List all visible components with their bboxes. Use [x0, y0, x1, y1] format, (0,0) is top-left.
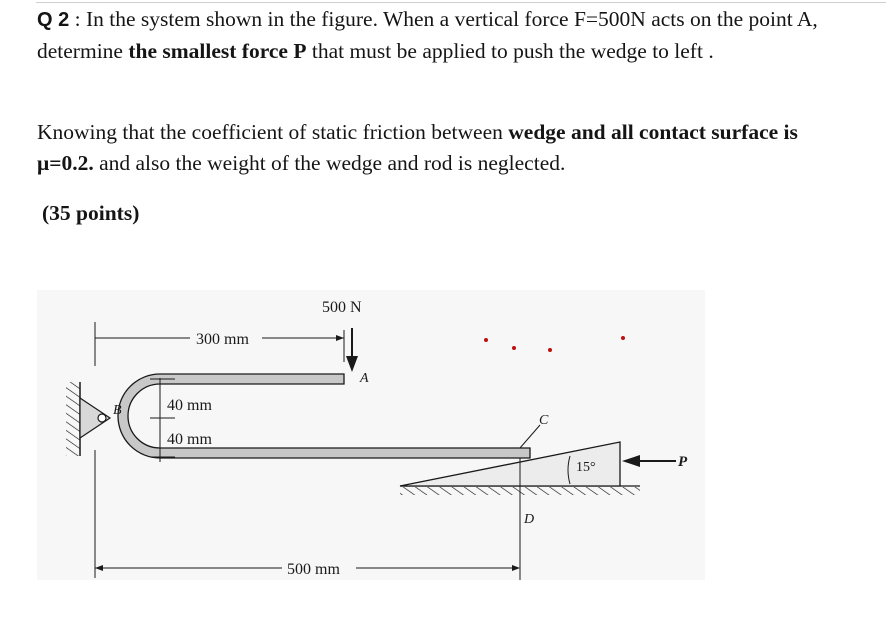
- red-dot: [484, 338, 488, 342]
- dim-500-label: 500 mm: [287, 561, 340, 578]
- point-a-label: A: [360, 371, 369, 386]
- knowing-bold-phrase: wedge and all contact surface is μ=0.2.: [37, 120, 798, 175]
- question-text-end: that must be applied to push the wedge to left .: [306, 39, 714, 63]
- pin-b: [98, 414, 106, 422]
- red-dot: [621, 336, 625, 340]
- dim-40-top-label: 40 mm: [167, 397, 212, 414]
- red-dot: [548, 348, 552, 352]
- point-d-label: D: [524, 512, 535, 527]
- figure-panel: [37, 290, 705, 580]
- knowing-text-start: Knowing that the coefficient of static friction between: [37, 120, 509, 144]
- point-c-label: C: [539, 413, 549, 428]
- point-b-label: B: [113, 403, 122, 418]
- angle-label: 15°: [576, 460, 596, 475]
- dim-40-bottom-label: 40 mm: [167, 431, 212, 448]
- points-label: (35 points): [42, 201, 140, 225]
- question-text-start: In the system shown in the figure. When a vertical force F=500N acts on the point A, determine: [37, 7, 818, 63]
- question-separator: :: [69, 7, 86, 31]
- question-bold-phrase: the smallest force P: [128, 39, 307, 63]
- wall-hatch: [66, 382, 80, 456]
- force-p-label: P: [678, 454, 688, 470]
- question-number: Q 2: [37, 9, 70, 31]
- red-dot: [512, 346, 516, 350]
- dim-300-label: 300 mm: [196, 331, 249, 348]
- knowing-text-end: and also the weight of the wedge and rod is neglected.: [93, 151, 566, 175]
- force-500n-label: 500 N: [322, 299, 362, 316]
